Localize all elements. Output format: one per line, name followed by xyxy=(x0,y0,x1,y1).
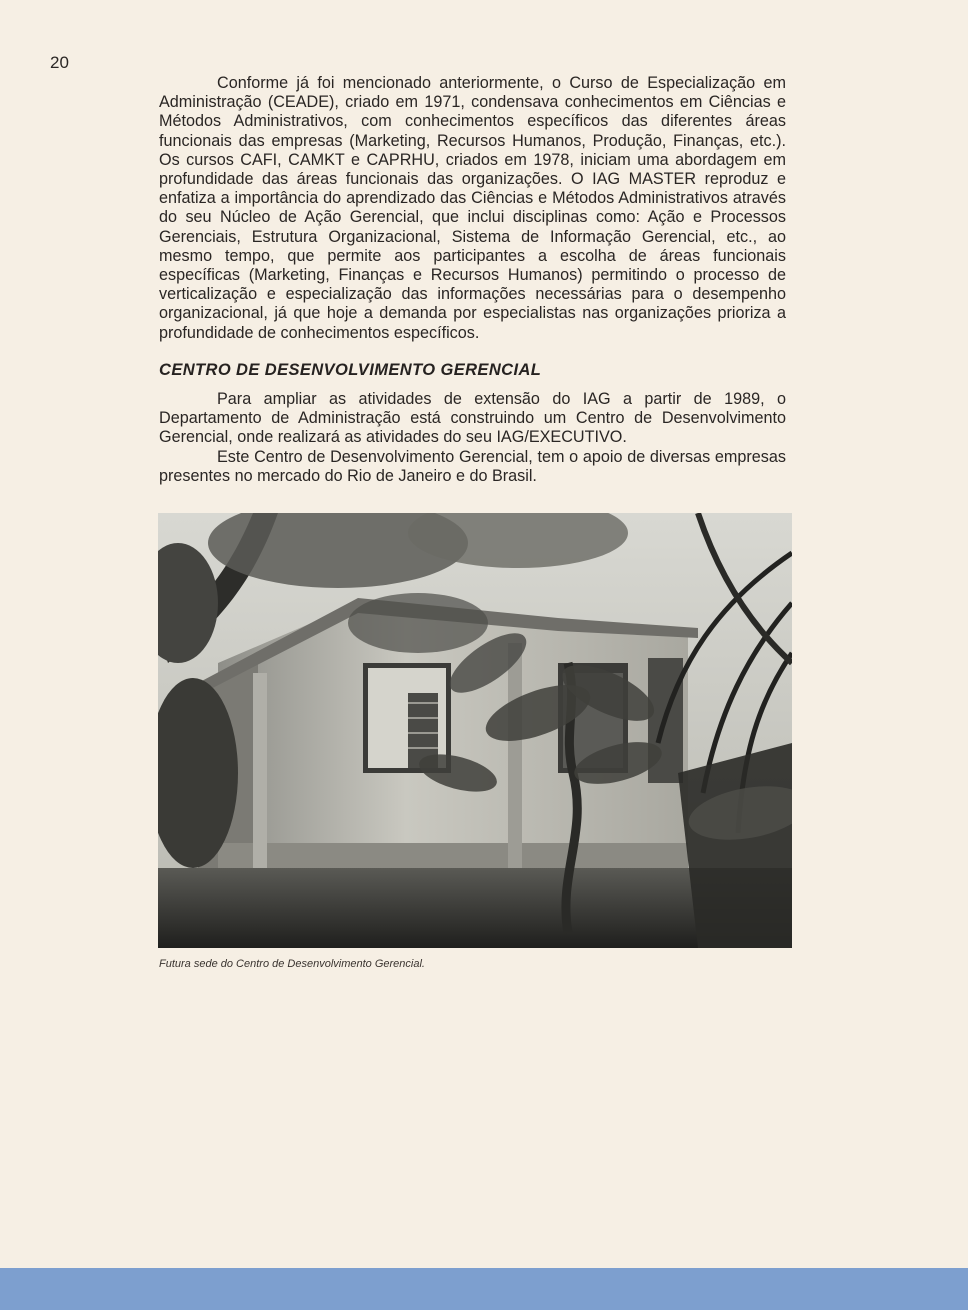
section-paragraph-2: Este Centro de Desenvolvimento Gerencial, tem o apoio de diversas empresas presentes no mercado do Rio de Janeiro e do Brasil. xyxy=(159,447,786,485)
page-number: 20 xyxy=(50,53,69,72)
section-text-block xyxy=(159,390,786,486)
photo-caption: Futura sede do Centro de Desenvolvimento Gerencial. xyxy=(159,958,425,970)
intro-paragraph: Conforme já foi mencionado anteriormente, o Curso de Especialização em Administração (CEADE), criado em 1971, condensava conhecimentos em Ciências e Métodos Administrativos, com conhecimentos específicos das diferentes áreas funcionais das empresas (Marketing, Recursos Humanos, Produção, Finanças, etc.). Os cursos CAFI, CAMKT e CAPRHU, criados em 1978, iniciam uma abordagem em profundidade das áreas funcionais das organizações. O IAG MASTER reproduz e enfatiza a importância do aprendizado das Ciências e Métodos Administrativos através do seu Núcleo de Ação Gerencial, que inclui disciplinas como: Ação e Processos Gerenciais, Estrutura Organizacional, Sistema de Informação Gerencial, etc., ao mesmo tempo, que permite aos participantes a escolha de áreas funcionais específicas (Marketing, Finanças e Recursos Humanos) permitindo o processo de verticalização e especialização das informações necessárias para o desempenho organizacional, já que hoje a demanda por especialistas nas organizações prioriza a profundidade de conhecimentos específicos. xyxy=(159,74,786,342)
bottom-color-band xyxy=(0,1268,968,1310)
section-paragraph-1: Para ampliar as atividades de extensão do IAG a partir de 1989, o Departamento de Administração está construindo um Centro de Desenvolvimento Gerencial, onde realizará as atividades do seu IAG/EXECUTIVO. xyxy=(159,390,786,447)
building-photo xyxy=(158,513,792,948)
intro-text-block xyxy=(159,74,786,343)
section-heading: CENTRO DE DESENVOLVIMENTO GERENCIAL xyxy=(159,361,542,379)
